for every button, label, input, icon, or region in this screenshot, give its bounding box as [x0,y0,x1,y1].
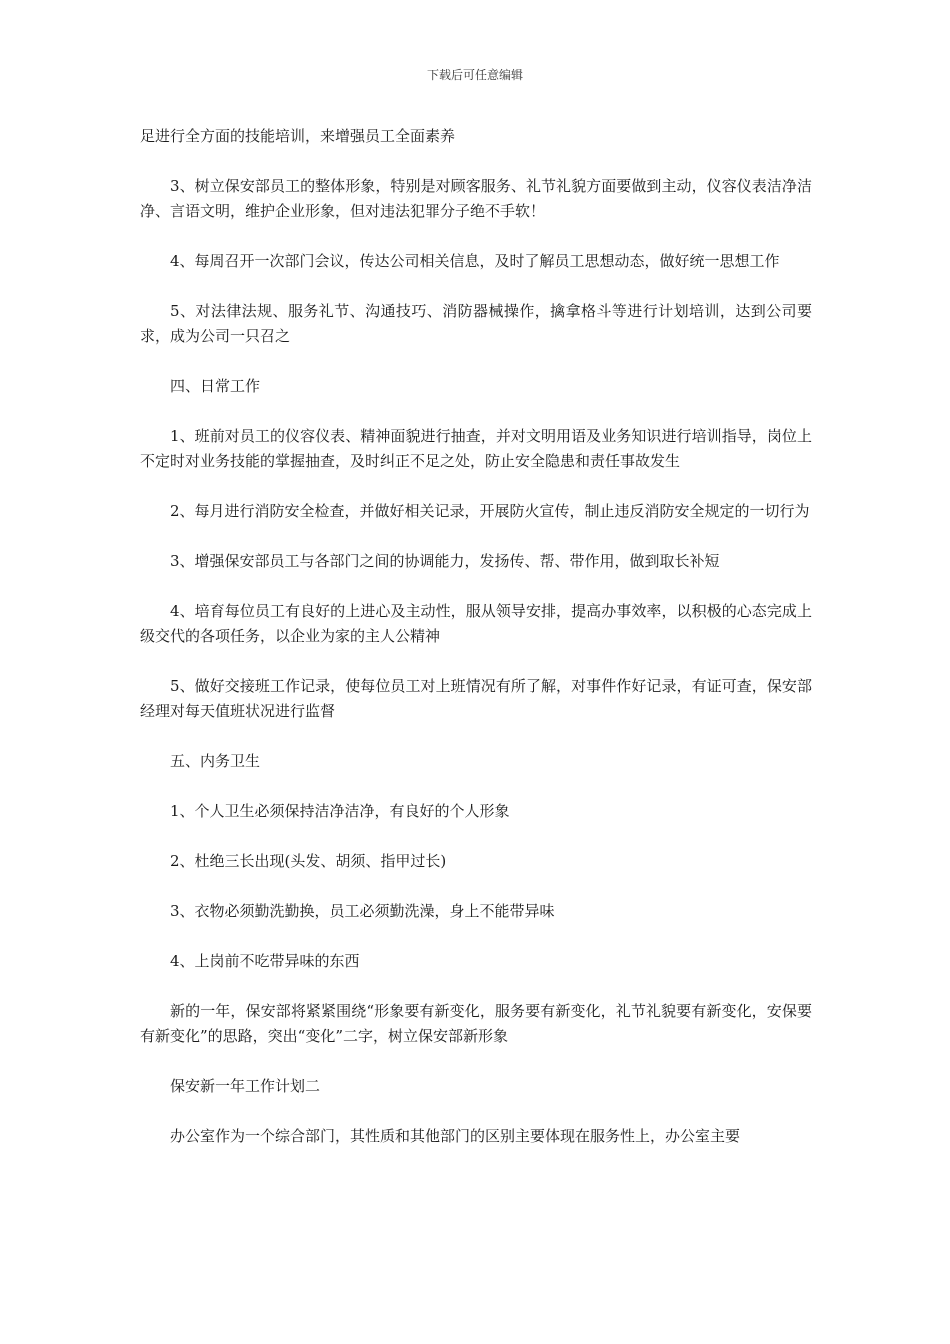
paragraph: 足进行全方面的技能培训，来增强员工全面素养 [140,127,456,145]
paragraph: 2、每月进行消防安全检查，并做好相关记录，开展防火宣传，制止违反消防安全规定的一切行为 [170,502,810,520]
paragraph: 3、树立保安部员工的整体形象，特别是对顾客服务、礼节礼貌方面要做到主动，仪容仪表洁净洁净、言语文明，维护企业形象，但对违法犯罪分子绝不手软！ [140,177,812,220]
paragraph: 5、做好交接班工作记录，使每位员工对上班情况有所了解，对事件作好记录，有证可查，保安部经理对每天值班状况进行监督 [140,677,812,720]
paragraph: 4、培育每位员工有良好的上进心及主动性，服从领导安排，提高办事效率，以积极的心态完成上级交代的各项任务，以企业为家的主人公精神 [140,602,812,645]
page-header: 下载后可任意编辑 [426,68,523,82]
paragraph: 4、每周召开一次部门会议，传达公司相关信息，及时了解员工思想动态，做好统一思想工作 [170,252,780,270]
paragraph: 4、上岗前不吃带异味的东西 [170,952,360,970]
paragraph: 2、杜绝三长出现(头发、胡须、指甲过长) [170,852,447,870]
paragraph: 1、个人卫生必须保持洁净洁净，有良好的个人形象 [170,802,510,820]
paragraph: 保安新一年工作计划二 [170,1077,321,1095]
document-body [140,124,812,1174]
paragraph: 1、班前对员工的仪容仪表、精神面貌进行抽查，并对文明用语及业务知识进行培训指导，岗位上不定时对业务技能的掌握抽查，及时纠正不足之处，防止安全隐患和责任事故发生 [140,427,812,470]
paragraph: 四、日常工作 [170,377,261,395]
paragraph: 办公室作为一个综合部门，其性质和其他部门的区别主要体现在服务性上，办公室主要 [170,1127,741,1145]
paragraph: 五、内务卫生 [170,752,261,770]
paragraph: 3、衣物必须勤洗勤换，员工必须勤洗澡，身上不能带异味 [170,902,555,920]
paragraph: 新的一年，保安部将紧紧围绕“形象要有新变化，服务要有新变化，礼节礼貌要有新变化，安保要有新变化”的思路，突出“变化”二字，树立保安部新形象 [140,1002,812,1045]
paragraph: 5、对法律法规、服务礼节、沟通技巧、消防器械操作，擒拿格斗等进行计划培训，达到公司要求，成为公司一只召之 [140,302,812,345]
paragraph: 3、增强保安部员工与各部门之间的协调能力，发扬传、帮、带作用，做到取长补短 [170,552,720,570]
